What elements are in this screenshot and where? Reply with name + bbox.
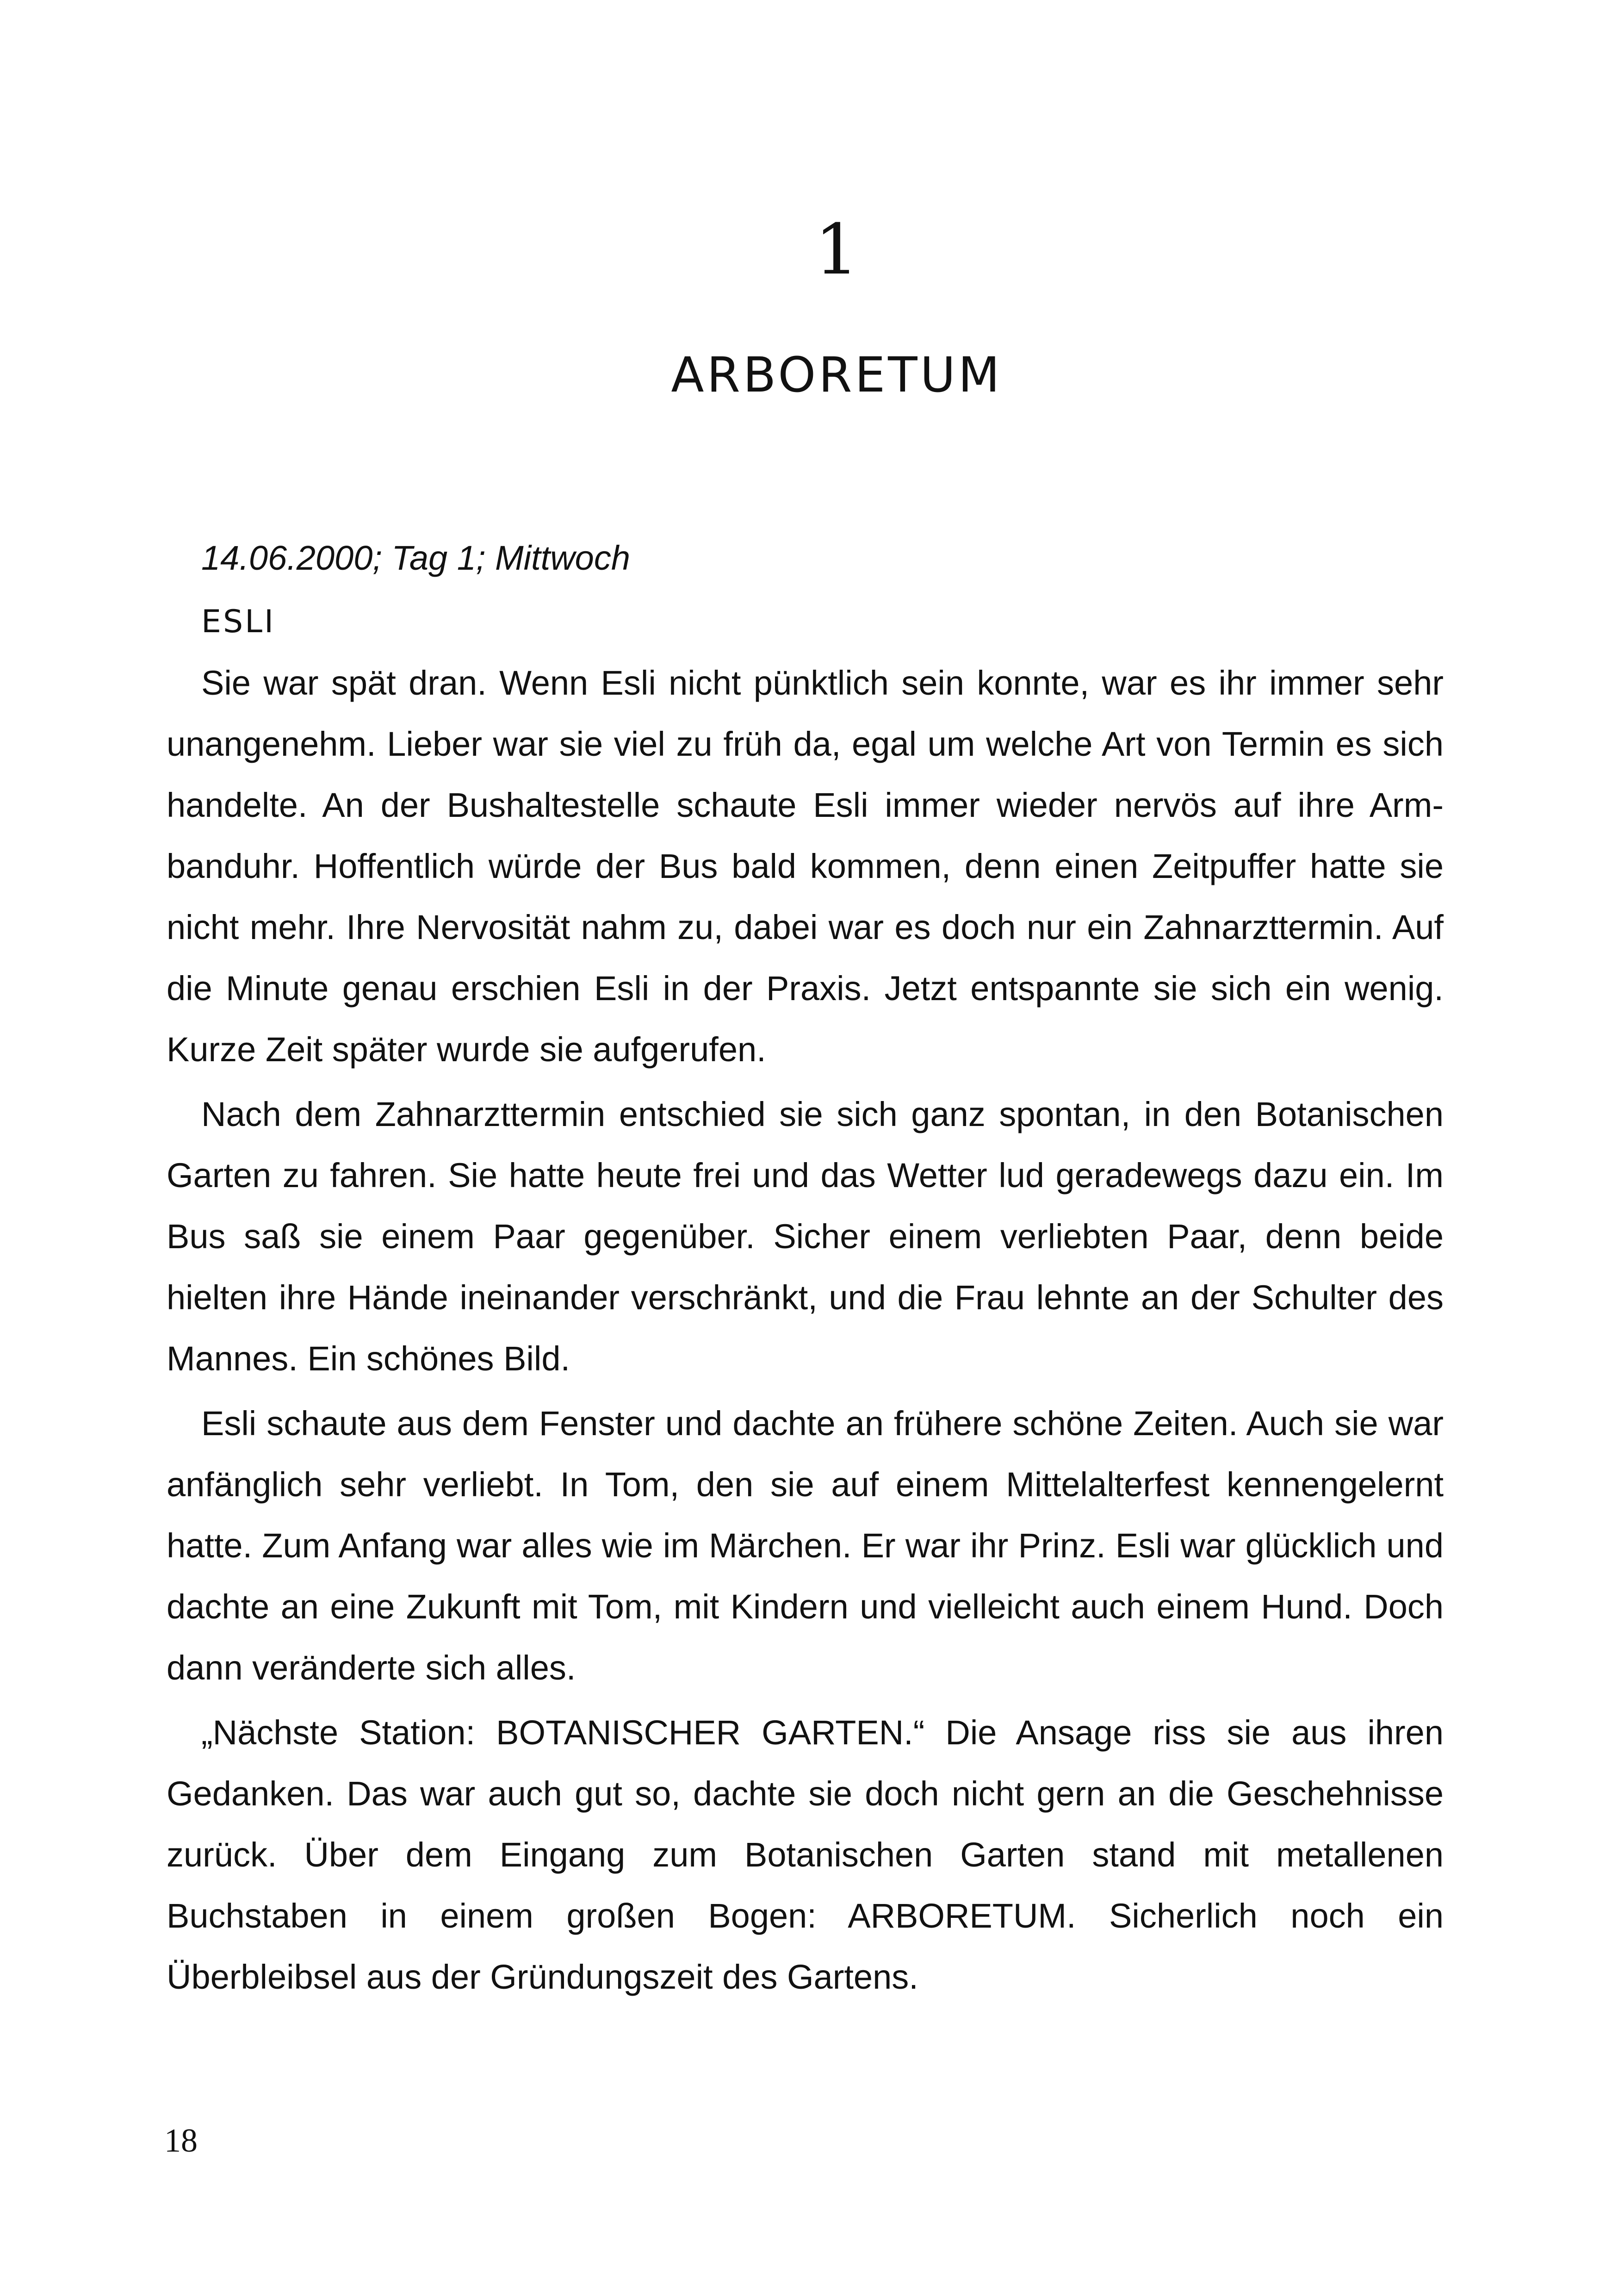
chapter-number: 1 [814,210,859,290]
paragraph: Sie war spät dran. Wenn Esli nicht pünktlich sein konnte, war es ihr immer sehr unangenehm. Lieber war sie viel zu früh da, egal um welche Art von Termin es sich handelte. An der Bushaltestelle schaute Esli immer wieder nervös auf ihre Armbanduhr. Hoffentlich würde der Bus bald kommen, denn einen Zeitpuffer hatte sie nicht mehr. Ihre Nervosität nahm zu, dabei war es doch nur ein Zahnarzttermin. Auf die Minute genau erschien Esli in der Praxis. Jetzt entspannte sie sich ein wenig. Kurze Zeit später wurde sie aufgerufen. [167,664,1444,1069]
dateline: 14.06.2000; Tag 1; Mittwoch [201,539,630,577]
paragraph: Esli schaute aus dem Fenster und dachte an frühere schöne Zeiten. Auch sie war anfänglich sehr verliebt. In Tom, den sie auf einem Mittelalterfest kennengelernt hatte. Zum Anfang war alles wie im Märchen. Er war ihr Prinz. Esli war glücklich und dachte an eine Zukunft mit Tom, mit Kindern und vielleicht auch einem Hund. Doch dann veränderte sich alles. [167,1404,1444,1687]
chapter-title: ARBORETUM [671,347,1003,403]
narrator-heading: ESLI [201,604,276,640]
paragraph: Nach dem Zahnarzttermin entschied sie sich ganz spontan, in den Botanischen Garten zu fahren. Sie hatte heute frei und das Wetter lud geradewegs dazu ein. Im Bus saß sie einem Paar gegenüber. Sicher einem verliebten Paar, denn beide hielten ihre Hände ineinander verschränkt, und die Frau lehnte an der Schulter des Mannes. Ein schönes Bild. [167,1095,1444,1378]
paragraph: „Nächste Station: BOTANISCHER GARTEN.“ Die Ansage riss sie aus ihren Gedanken. Das war auch gut so, dachte sie doch nicht gern an die Geschehnisse zurück. Über dem Eingang zum Botanischen Garten stand mit metallenen Buchstaben in einem großen Bogen: ARBORETUM. Sicherlich noch ein Überbleibsel aus der Gründungszeit des Gartens. [167,1713,1444,1996]
body-text [167,528,1444,2011]
page-number: 18 [164,2122,198,2159]
